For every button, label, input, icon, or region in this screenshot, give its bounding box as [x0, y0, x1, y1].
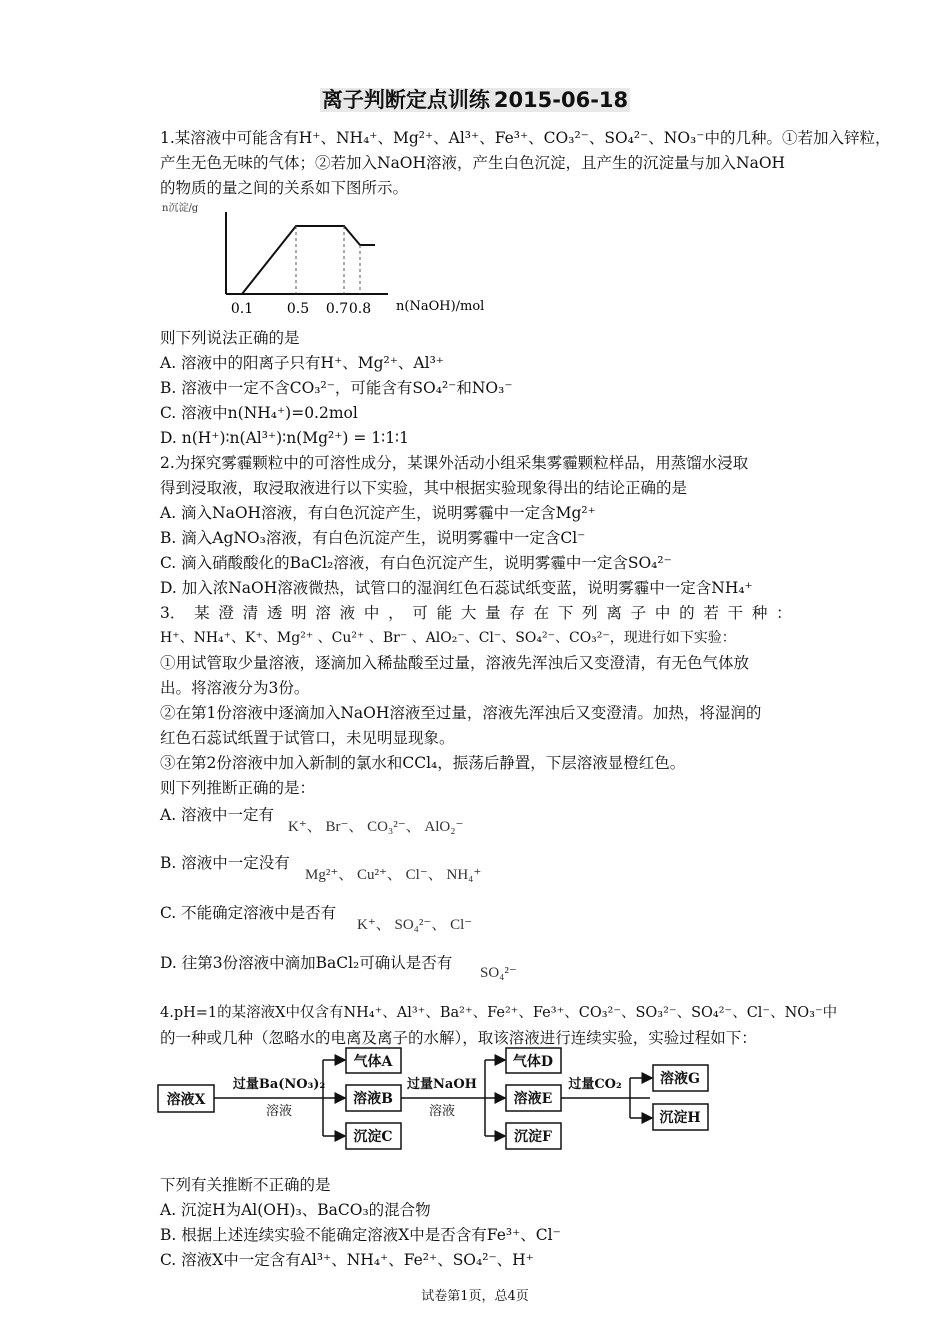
q4-ask: 下列有关推断不正确的是 [160, 1176, 331, 1194]
q4-option-c: C. 溶液X中一定含有Al³⁺、NH₄⁺、Fe²⁺、SO₄²⁻、H⁺ [160, 1251, 534, 1269]
q3-stem-char: 量 [485, 604, 501, 622]
q3-option-d: D. 往第3份溶液中滴加BaCl₂可确认是否有 [160, 954, 453, 972]
q4-stem-line1: 4.pH=1的某溶液X中仅含有NH₄⁺、Al³⁺、Ba²⁺、Fe²⁺、Fe³⁺、CO₃²⁻、SO₃²⁻、SO₄²⁻、Cl⁻、NO₃⁻中 [160, 1005, 838, 1021]
q2-option-a: A. 滴入NaOH溶液，有白色沉淀产生，说明雾霾中一定含Mg²⁺ [160, 504, 596, 522]
q3-stem-char: 3． [160, 604, 186, 622]
reagent-2-sub: 溶液 [428, 1104, 456, 1119]
q4-option-b: B. 根据上述连续实验不能确定溶液X中是否含有Fe³⁺、Cl⁻ [160, 1226, 561, 1244]
q3-stem-line1 [160, 603, 792, 623]
q2-stem-line1: 2.为探究雾霾颗粒中的可溶性成分，某课外活动小组采集雾霾颗粒样品，用蒸馏水浸取 [160, 454, 749, 472]
q3-stem-char: 若 [703, 604, 719, 622]
q2-stem-line2: 得到浸取液，取浸取液进行以下实验，其中根据实验现象得出的结论正确的是 [160, 479, 688, 497]
graph-x-label: n(NaOH)/mol [396, 299, 485, 314]
page-footer: 试卷第1页，总4页 [421, 1289, 529, 1304]
box-b-label: 溶液B [353, 1091, 393, 1107]
graph-curve [226, 226, 375, 294]
q3-stem-char: 中 [363, 604, 380, 622]
box-f-label: 沉淀F [514, 1129, 552, 1145]
q4-option-a: A. 沉淀H为Al(OH)₃、BaCO₃的混合物 [160, 1201, 431, 1219]
q4-stem-line2: 的一种或几种（忽略水的电离及离子的水解），取该溶液进行连续实验，实验过程如下： [160, 1029, 757, 1047]
box-c-label: 沉淀C [353, 1129, 393, 1145]
box-g-label: 溶液G [660, 1071, 700, 1087]
q3-step1-line1: ①用试管取少量溶液，逐滴加入稀盐酸至过量，溶液先浑浊后又变澄清，有无色气体放 [160, 654, 750, 672]
reagent-2: 过量NaOH [407, 1077, 477, 1092]
q3-ions: H⁺、NH₄⁺、K⁺、Mg²⁺ 、Cu²⁺ 、Br⁻ 、AlO₂⁻、Cl⁻、SO₄²⁻、CO₃²⁻，现进行如下实验： [160, 630, 736, 646]
box-e-label: 溶液E [513, 1091, 553, 1107]
title-text: 离子判断定点训练 [321, 88, 490, 112]
q3-stem-char: 透 [266, 604, 283, 622]
reagent-1: 过量Ba(NO₃)₂ [232, 1077, 326, 1092]
box-h-label: 沉淀H [659, 1110, 701, 1126]
q3-stem-char: 下 [557, 604, 574, 622]
q3-stem-char: ， [388, 604, 404, 622]
title-date: 2015-06-18 [493, 88, 629, 112]
q2-option-b: B. 滴入AgNO₃溶液，有白色沉淀产生，说明雾霾中一定含Cl⁻ [160, 529, 586, 547]
q2-option-c: C. 滴入硝酸酸化的BaCl₂溶液，有白色沉淀产生，说明雾霾中一定含SO₄²⁻ [160, 554, 672, 572]
q3-option-a: A. 溶液中一定有 [160, 806, 275, 824]
q1-option-d: D. n(H⁺)∶n(Al³⁺)∶n(Mg²⁺) = 1∶1∶1 [160, 429, 409, 447]
q3-stem-char: 明 [291, 604, 307, 622]
q3-stem-char: 的 [679, 604, 695, 622]
q3-stem-char: 液 [339, 604, 356, 622]
page-title [0, 84, 950, 114]
q3-step1-line2: 出。将溶液分为3份。 [160, 679, 310, 697]
q1-option-c: C. 溶液中n(NH₄⁺)=0.2mol [160, 404, 358, 422]
q3-stem-char: 可 [412, 604, 428, 622]
q3-option-d-ions: SO₄²⁻ [480, 965, 517, 981]
q3-stem-char: 列 [582, 604, 598, 622]
q1-option-a: A. 溶液中的阳离子只有H⁺、Mg²⁺、Al³⁺ [160, 354, 444, 372]
q3-stem-char: 某 [194, 604, 210, 622]
q3-option-b-ions: Mg²⁺、 Cu²⁺、 Cl⁻、 NH₄⁺ [305, 867, 482, 883]
graph-y-label: n沉淀/g [162, 203, 199, 214]
reagent-1-sub: 溶液 [265, 1104, 293, 1119]
q1-ask: 则下列说法正确的是 [160, 329, 300, 347]
q1-stem-line2: 产生无色无味的气体；②若加入NaOH溶液，产生白色沉淀，且产生的沉淀量与加入NaOH [160, 154, 786, 172]
box-x-label: 溶液X [166, 1092, 206, 1108]
q3-stem-char: 在 [533, 604, 550, 622]
q4-flow-diagram [155, 1040, 715, 1158]
q3-option-a-ions: K⁺、 Br⁻、 CO₃²⁻、 AlO₂⁻ [288, 819, 464, 835]
reagent-3: 过量CO₂ [568, 1077, 622, 1092]
q3-stem-char: 种 [751, 604, 768, 622]
graph-tick-08: 0.8 [348, 301, 372, 317]
graph-tick-01: 0.1 [230, 301, 254, 317]
q3-step2-line1: ②在第1份溶液中逐滴加入NaOH溶液至过量，溶液先浑浊后又变澄清。加热，将湿润的 [160, 704, 762, 722]
q1-precipitate-graph [160, 198, 500, 320]
graph-tick-07: 0.7 [325, 301, 349, 317]
graph-tick-05: 0.5 [286, 301, 310, 317]
q3-stem-char: 干 [727, 604, 744, 622]
q3-option-c-ions: K⁺、 SO₄²⁻、 Cl⁻ [357, 917, 473, 933]
q3-stem-char: 离 [606, 604, 622, 622]
q3-option-b: B. 溶液中一定没有 [160, 854, 290, 872]
q1-option-b: B. 溶液中一定不含CO₃²⁻，可能含有SO₄²⁻和NO₃⁻ [160, 379, 513, 397]
q3-stem-char: 澄 [218, 604, 234, 622]
q3-stem-char: 大 [460, 604, 477, 622]
q3-step3: ③在第2份溶液中加入新制的氯水和CCl₄，振荡后静置，下层溶液显橙红色。 [160, 754, 686, 772]
q3-stem-char: 能 [436, 604, 453, 622]
q3-stem-char: 中 [654, 604, 671, 622]
q3-stem-char: ： [776, 604, 792, 622]
q1-stem-line1: 1.某溶液中可能含有H⁺、NH₄⁺、Mg²⁺、Al³⁺、Fe³⁺、CO₃²⁻、SO₄²⁻、NO₃⁻中的几种。①若加入锌粒， [160, 129, 891, 147]
q1-stem-line3: 的物质的量之间的关系如下图所示。 [160, 179, 409, 197]
q3-stem-char: 存 [509, 604, 525, 622]
q3-stem-char: 溶 [315, 604, 331, 622]
q2-option-d: D. 加入浓NaOH溶液微热，试管口的湿润红色石蕊试纸变蓝，说明雾霾中一定含NH₄⁺ [160, 579, 753, 597]
q3-stem-char: 子 [630, 604, 647, 622]
box-a-label: 气体A [353, 1054, 393, 1070]
q3-option-c: C. 不能确定溶液中是否有 [160, 904, 337, 922]
q3-stem-char: 清 [242, 604, 259, 622]
box-d-label: 气体D [512, 1054, 554, 1070]
q3-step2-line2: 红色石蕊试纸置于试管口，未见明显现象。 [160, 729, 455, 747]
q3-ask: 则下列推断正确的是： [160, 779, 316, 797]
